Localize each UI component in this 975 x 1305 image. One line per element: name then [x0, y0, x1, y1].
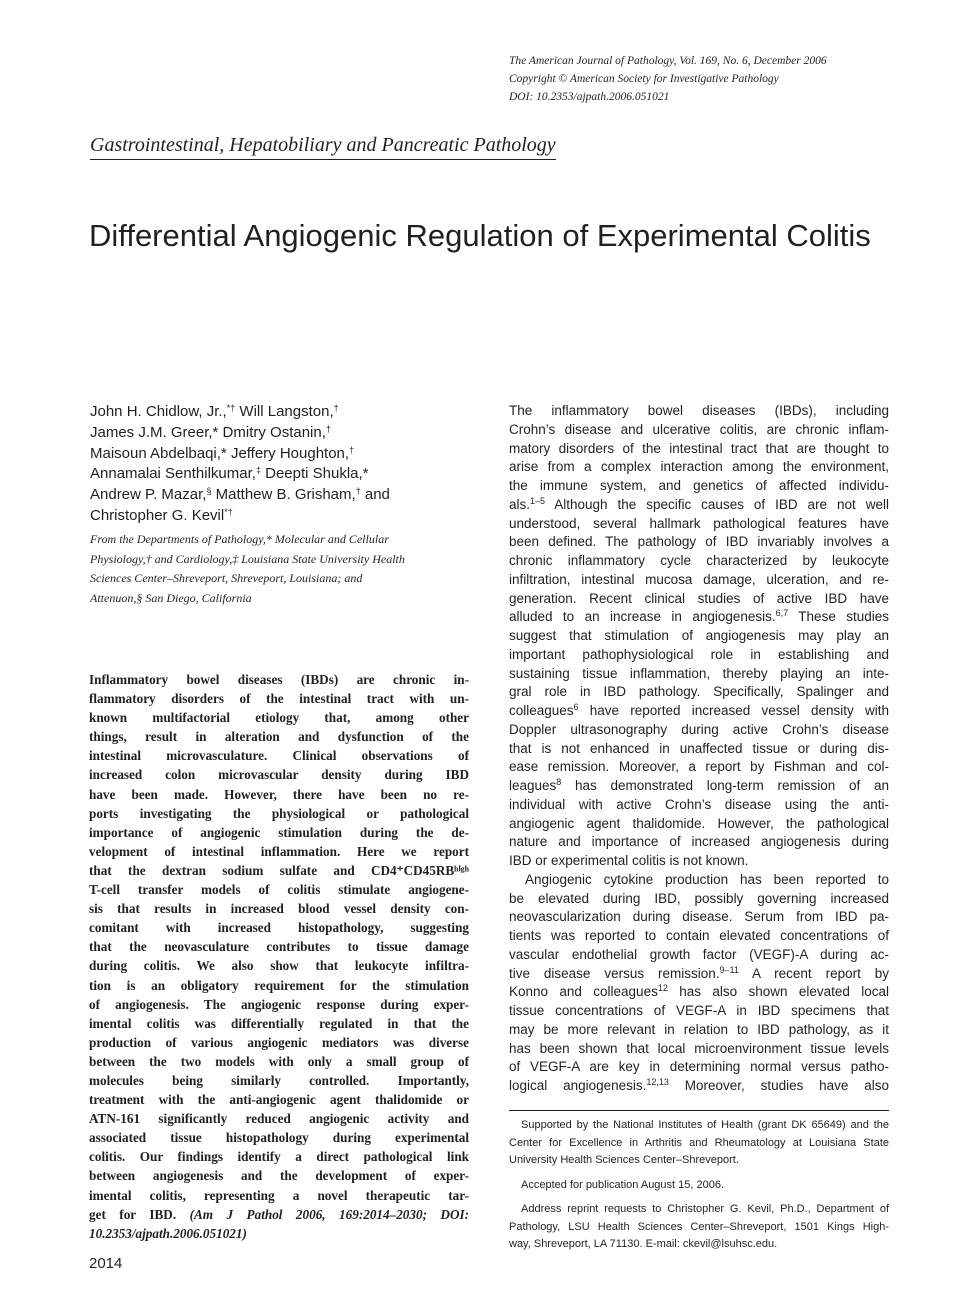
author-name: Deepti Shukla,*: [265, 465, 369, 483]
body-line: Doppler ultrasonography during active Crohn’s disease: [509, 721, 889, 737]
abstract-line: between the two models with only a small group of: [89, 1053, 469, 1069]
author-name: Matthew B. Grisham,: [215, 486, 356, 504]
abstract-line: sis that results in increased blood vessel density con-: [89, 901, 469, 917]
body-line: angiogenic agent thalidomide. However, the pathological: [509, 815, 889, 831]
abstract-line: have been made. However, there have been no re-: [89, 786, 469, 802]
abstract-last-text: get for IBD.: [89, 1206, 177, 1222]
abstract-line: imental colitis was differentially regulated in that the: [89, 1015, 469, 1031]
abstract-line: T-cell transfer models of colitis stimulate angiogene-: [89, 882, 469, 898]
author-name: James J.M. Greer,*: [90, 423, 219, 441]
author-marks: †: [325, 423, 331, 434]
citation-ref: 9–11: [719, 964, 739, 975]
author-marks: *†: [224, 506, 233, 517]
abstract-line: during colitis. We also show that leukocyte infiltra-: [89, 958, 469, 974]
affiliations: [90, 530, 480, 608]
abstract-line: treatment with the anti-angiogenic agent thalidomide or: [89, 1092, 469, 1108]
citation-ref: 1–5: [530, 495, 546, 506]
author-name: Annamalai Senthilkumar,: [90, 465, 256, 483]
section-heading: Gastrointestinal, Hepatobiliary and Pancreatic Pathology: [90, 132, 556, 160]
author-name: Will Langston,: [239, 403, 334, 420]
body-line: nature and importance of increased angiogenesis during: [509, 834, 889, 850]
abstract-line: tion is an obligatory requirement for the stimulation: [89, 977, 469, 993]
page-number: 2014: [89, 1255, 123, 1272]
citation-ref: 6,7: [775, 608, 789, 619]
footnote-accepted: Accepted for publication August 15, 2006.: [521, 1178, 725, 1191]
body-line: sustaining tissue inflammation, thereby playing an inte-: [509, 665, 889, 681]
footnote-support-line: Center for Excellence in Arthritis and Rheumatology at Louisiana State: [509, 1136, 889, 1149]
abstract-citation: (Am J Pathol 2006, 169:2014–2030; DOI:: [189, 1206, 470, 1222]
article-title: Differential Angiogenic Regulation of Experimental Colitis: [89, 218, 871, 253]
body-line: tive disease versus remission.$^{9-11}$ A recent report by: [509, 964, 889, 981]
abstract-line: comitant with increased histopathology, suggesting: [89, 920, 469, 936]
body-line: understood, several hallmark pathological features have: [509, 515, 889, 531]
body-line: generation. Recent clinical studies of active IBD have: [509, 590, 889, 606]
body-line: Angiogenic cytokine production has been reported to: [525, 871, 889, 887]
author-name: John H. Chidlow, Jr.,: [90, 403, 227, 420]
abstract-line: known multifactorial etiology that, among other: [89, 710, 469, 726]
body-line: matory disorders of the intestinal tract that are thought to: [509, 440, 889, 456]
body-line: individual with active Crohn’s disease using the anti-: [509, 796, 889, 812]
body-line: be elevated during IBD, possibly governing increased: [509, 890, 889, 906]
body-line: IBD or experimental colitis is not known.: [509, 853, 749, 868]
footnote-rule: [509, 1110, 889, 1111]
journal-doi: DOI: 10.2353/ajpath.2006.051021: [509, 91, 670, 103]
body-line: that is not enhanced in unaffected tissue or during dis-: [509, 740, 889, 756]
affiliation-line: From the Departments of Pathology,* Molecular and Cellular: [90, 532, 389, 546]
affiliation-line: Attenuon,§ San Diego, California: [90, 590, 252, 605]
abstract-line: velopment of intestinal inflammation. Here we report: [89, 843, 469, 859]
abstract-line: increased colon microvascular density during IBD: [89, 767, 469, 783]
body-line: logical angiogenesis.$^{12,13}$ Moreover, studies have also: [509, 1077, 890, 1093]
body-line: of VEGF-A are key in determining normal versus patho-: [509, 1059, 889, 1075]
body-line: alluded to an increase in angiogenesis.$^{6,7}$ These studies: [509, 608, 889, 625]
body-line: been defined. The pathology of IBD invariably involves a: [509, 534, 889, 550]
body-line: leagues$^8$ has demonstrated long-term remission of an: [509, 777, 889, 793]
author-name: Jeffery Houghton,: [230, 444, 350, 462]
abstract-line: [89, 1205, 469, 1224]
body-line: chronic inflammatory cycle characterized by leukocyte: [509, 553, 889, 568]
abstract-line: ports investigating the physiological or pathological: [89, 805, 469, 821]
abstract-line: imental colitis, representing a novel therapeutic tar-: [89, 1187, 469, 1203]
abstract-line: flammatory disorders of the intestinal tract with un-: [89, 691, 469, 707]
abstract-line: that the dextran sodium sulfate and CD4⁺CD45RBʰⁱᵍʰ: [89, 862, 469, 878]
body-line: Crohn’s disease and ulcerative colitis, are chronic inflam-: [509, 421, 889, 437]
citation-ref: 12: [657, 983, 668, 994]
abstract-line: things, result in alteration and dysfunction of the: [89, 729, 469, 745]
body-line: neovascularization during disease. Serum from IBD pa-: [509, 909, 889, 925]
body-line: infiltration, intestinal mucosa damage, ulceration, and re-: [509, 571, 889, 587]
abstract-line: production of various angiogenic mediators was diverse: [89, 1034, 469, 1050]
author-name: Christopher G. Kevil: [90, 506, 225, 524]
journal-header: [509, 52, 949, 106]
author-marks: *†: [226, 403, 236, 413]
body-line: the immune system, and genetics of affected individu-: [509, 478, 889, 493]
journal-citation: The American Journal of Pathology, Vol. 169, No. 6, December 2006: [509, 55, 827, 67]
abstract: [89, 670, 469, 1243]
abstract-line: that the neovasculature contributes to tissue damage: [89, 939, 469, 955]
journal-copyright: Copyright © American Society for Investigative Pathology: [509, 73, 779, 85]
abstract-line: ATN-161 significantly reduced angiogenic activity and: [89, 1111, 469, 1127]
body-line: gral role in IBD pathology. Specifically, Spalinger and: [509, 684, 889, 700]
citation-ref: 6: [573, 702, 579, 712]
abstract-line: importance of angiogenic stimulation during the de-: [89, 824, 469, 840]
body-line: Konno and colleagues$^{12}$ has also shown elevated local: [509, 983, 889, 1000]
abstract-line: molecules being similarly controlled. Importantly,: [89, 1072, 469, 1088]
author-marks: †: [349, 444, 355, 455]
body-line: may be more relevant in relation to IBD pathology, as it: [509, 1021, 889, 1037]
affiliation-line: Sciences Center–Shreveport, Shreveport, Louisiana; and: [90, 571, 363, 585]
author-marks: †: [333, 403, 339, 413]
body-line: important pathophysiological role in establishing and: [509, 646, 889, 662]
citation-ref: 12,13: [646, 1077, 669, 1087]
body-line: ease remission. Moreover, a report by Fishman and col-: [509, 759, 889, 775]
author-name: Maisoun Abdelbaqi,*: [90, 444, 227, 462]
abstract-line: between angiogenesis and the development of exper-: [89, 1168, 469, 1184]
author-marks: §: [206, 486, 212, 497]
footnote-support-line: University Health Sciences Center–Shreveport.: [509, 1154, 739, 1166]
body-line: has been shown that local microenvironment tissue levels: [509, 1040, 889, 1056]
citation-ref: 8: [556, 777, 562, 787]
body-line: colleagues$^6$ have reported increased vessel density with: [509, 702, 889, 718]
abstract-line: associated tissue histopathology during experimental: [89, 1130, 469, 1146]
footnote-support-line: Supported by the National Institutes of Health (grant DK 65649) and the: [521, 1119, 889, 1131]
author-name: Dmitry Ostanin,: [222, 423, 326, 441]
author-marks: †: [355, 486, 361, 497]
affiliation-line: Physiology,† and Cardiology,‡ Louisiana State University Health: [90, 551, 405, 566]
abstract-line: of angiogenesis. The angiogenic response during exper-: [89, 996, 469, 1012]
author-list: John H. Chidlow, Jr.,*† Will Langston,† James J.M. Greer,* Dmitry Ostanin,† Maisoun Abdelbaqi,* Jeffery Houghton,† Annamalai Senthilkumar,‡ Deepti Shukla,* Andrew P. Mazar,§ Matthew B. Grisham,† and Christopher G. Kevil*†: [90, 403, 390, 524]
body-line: tients was reported to contain elevated concentrations of: [509, 928, 889, 943]
footnote-reprint-line: Address reprint requests to Christopher G. Kevil, Ph.D., Department of: [521, 1203, 889, 1215]
body-line: als.$^{1-5}$ Although the specific causes of IBD are not well: [509, 495, 889, 512]
footnote-reprint-line: Pathology, LSU Health Sciences Center–Shreveport, 1501 Kings High-: [509, 1220, 889, 1233]
body-line: The inflammatory bowel diseases (IBDs), including: [509, 403, 889, 418]
body-line: vascular endothelial growth factor (VEGF)-A during ac-: [509, 946, 889, 962]
author-marks: ‡: [255, 465, 261, 476]
body-line: arise from a complex interaction among the environment,: [509, 459, 889, 475]
footnote-reprint-line: way, Shreveport, LA 71130. E-mail: ckevil@lsuhsc.edu.: [509, 1238, 778, 1250]
body-line: suggest that stimulation of angiogenesis may play an: [509, 628, 889, 643]
body-line: tissue concentrations of VEGF-A in IBD specimens that: [509, 1003, 889, 1018]
abstract-citation-doi: 10.2353/ajpath.2006.051021): [89, 1225, 247, 1241]
abstract-line: colitis. Our findings identify a direct pathological link: [89, 1149, 469, 1165]
body-text: [509, 402, 889, 1096]
abstract-line: intestinal microvasculature. Clinical observations of: [89, 748, 469, 764]
footnotes: [509, 1117, 889, 1254]
author-name: Andrew P. Mazar,: [90, 486, 207, 504]
abstract-line: Inflammatory bowel diseases (IBDs) are chronic in-: [89, 672, 469, 687]
